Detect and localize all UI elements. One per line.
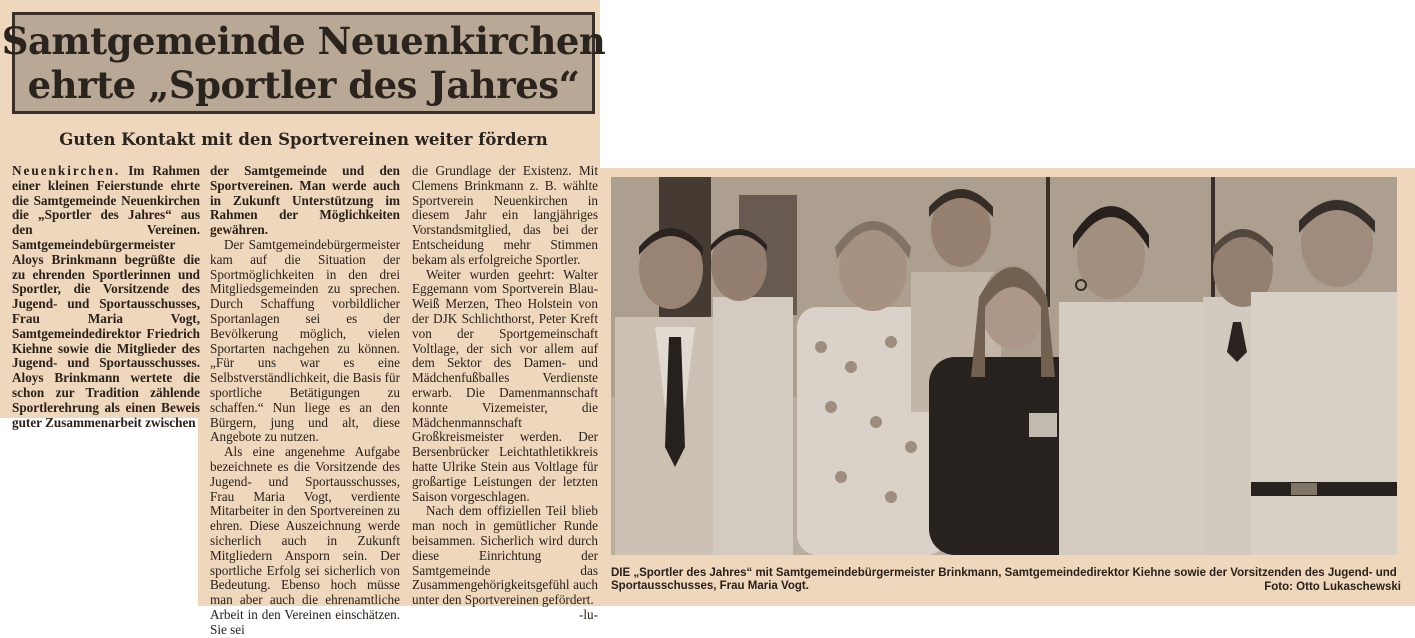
article-column-3 <box>412 164 598 623</box>
group-photo-illustration <box>611 177 1397 555</box>
subheadline: Guten Kontakt mit den Sportvereinen weiter fördern <box>59 130 548 149</box>
dateline: Neuenkirchen. <box>12 163 121 178</box>
article-column-2 <box>210 164 400 638</box>
photo-caption: DIE „Sportler des Jahres“ mit Samtgemeindebürgermeister Brinkmann, Samtgemeindedirektor Kiehne sowie der Vorsitzenden des Jugend- und Sportausschusses, Frau Maria Vogt. <box>611 567 1397 592</box>
group-photo <box>611 177 1397 555</box>
column-1-text: Im Rahmen einer kleinen Feierstunde ehrte die Samtgemeinde Neuenkirchen die „Sportler des Jahres“ aus den Vereinen. Samtgemeindebürgermeister Aloys Brinkmann begrüßte die zu ehrenden Sportlerinnen und Sportler, die Vorsitzende des Jugend- und Sportausschusses, Frau Maria Vogt, Samtgemeindedirektor Friedrich Kiehne sowie die Mitglieder des Jugend- und Sportausschusses. Aloys Brinkmann wertete die schon zur Tradition zählende Sportlerehrung als einen Beweis guter Zusammenarbeit zwischen <box>12 163 200 430</box>
photo-credit: Foto: Otto Lukaschewski <box>1264 581 1401 593</box>
column-3-paragraph-2: Weiter wurden geehrt: Walter Eggemann vom Sportverein Blau-Weiß Merzen, Theo Holstein von der DJK Schlichthorst, Peter Kreft von der Sportgemeinschaft Voltlage, der sich vor allem auf dem Sektor des Damen- und Mädchenfußballes Verdienste erwarb. Die Damenmannschaft konnte Vizemeister, die Mädchenmannschaft Großkreismeister werden. Der Bersenbrücker Leichtathletikkreis hatte Ulrike Stein aus Voltlage für großartige Leistungen der letzten Saison vorgeschlagen. <box>412 266 598 504</box>
article-column-1 <box>12 164 200 430</box>
column-2-paragraph-2: Der Samtgemeindebürgermeister kam auf die Situation der Sportmöglichkeiten in den drei Mitgliedsgemeinden zu sprechen. Durch Schaffung vorbildlicher Sportanlagen sei es der Bevölkerung möglich, vielen Sportarten nachgehen zu können. „Für uns war es eine Selbstverständlichkeit, die Basis für sportliche Betätigungen zu schaffen.“ Nun liege es an den Bürgern, jung und alt, diese Angebote zu nutzen. <box>210 236 400 445</box>
column-3-paragraph-3: Nach dem offiziellen Teil blieb man noch in gemütlicher Runde beisammen. Sicherlich wird durch diese Einrichtung der Samtgemeinde das Zusammengehörigkeitsgefühl auch unter den Sportvereinen gefördert. <box>412 503 598 608</box>
column-2-paragraph-3: Als eine angenehme Aufgabe bezeichnete es die Vorsitzende des Jugend- und Sportausschusses, Frau Maria Vogt, verdiente Mitarbeiter in den Sportvereinen zu ehren. Diese Auszeichnung werde sicherlich auch in Zukunft Mitgliedern Ansporn sein. Der sportliche Erfolg sei sicherlich von Bedeutung. Ebenso hoch müsse man aber auch die ehrenamtliche Arbeit in den Vereinen einschätzen. Sie sei <box>210 444 400 637</box>
headline-line-1: Samtgemeinde Neuenkirchen <box>1 19 606 63</box>
headline-line-2: ehrte „Sportler des Jahres“ <box>27 63 580 107</box>
column-3-paragraph-1: die Grundlage der Existenz. Mit Clemens Brinkmann z. B. wählte Sportverein Neuenkirchen in diesem Jahr ein langjähriges Vorstandsmitglied, das bei der Entscheidung mehr Stimmen bekam als erfolgreiche Sportler. <box>412 163 598 267</box>
headline-box <box>1 12 606 114</box>
column-2-paragraph-1: der Samtgemeinde und den Sportvereinen. Man werde auch in Zukunft Unterstützung im Rahmen der Möglichkeiten gewähren. <box>210 163 400 238</box>
author-signature: -lu- <box>578 606 598 622</box>
